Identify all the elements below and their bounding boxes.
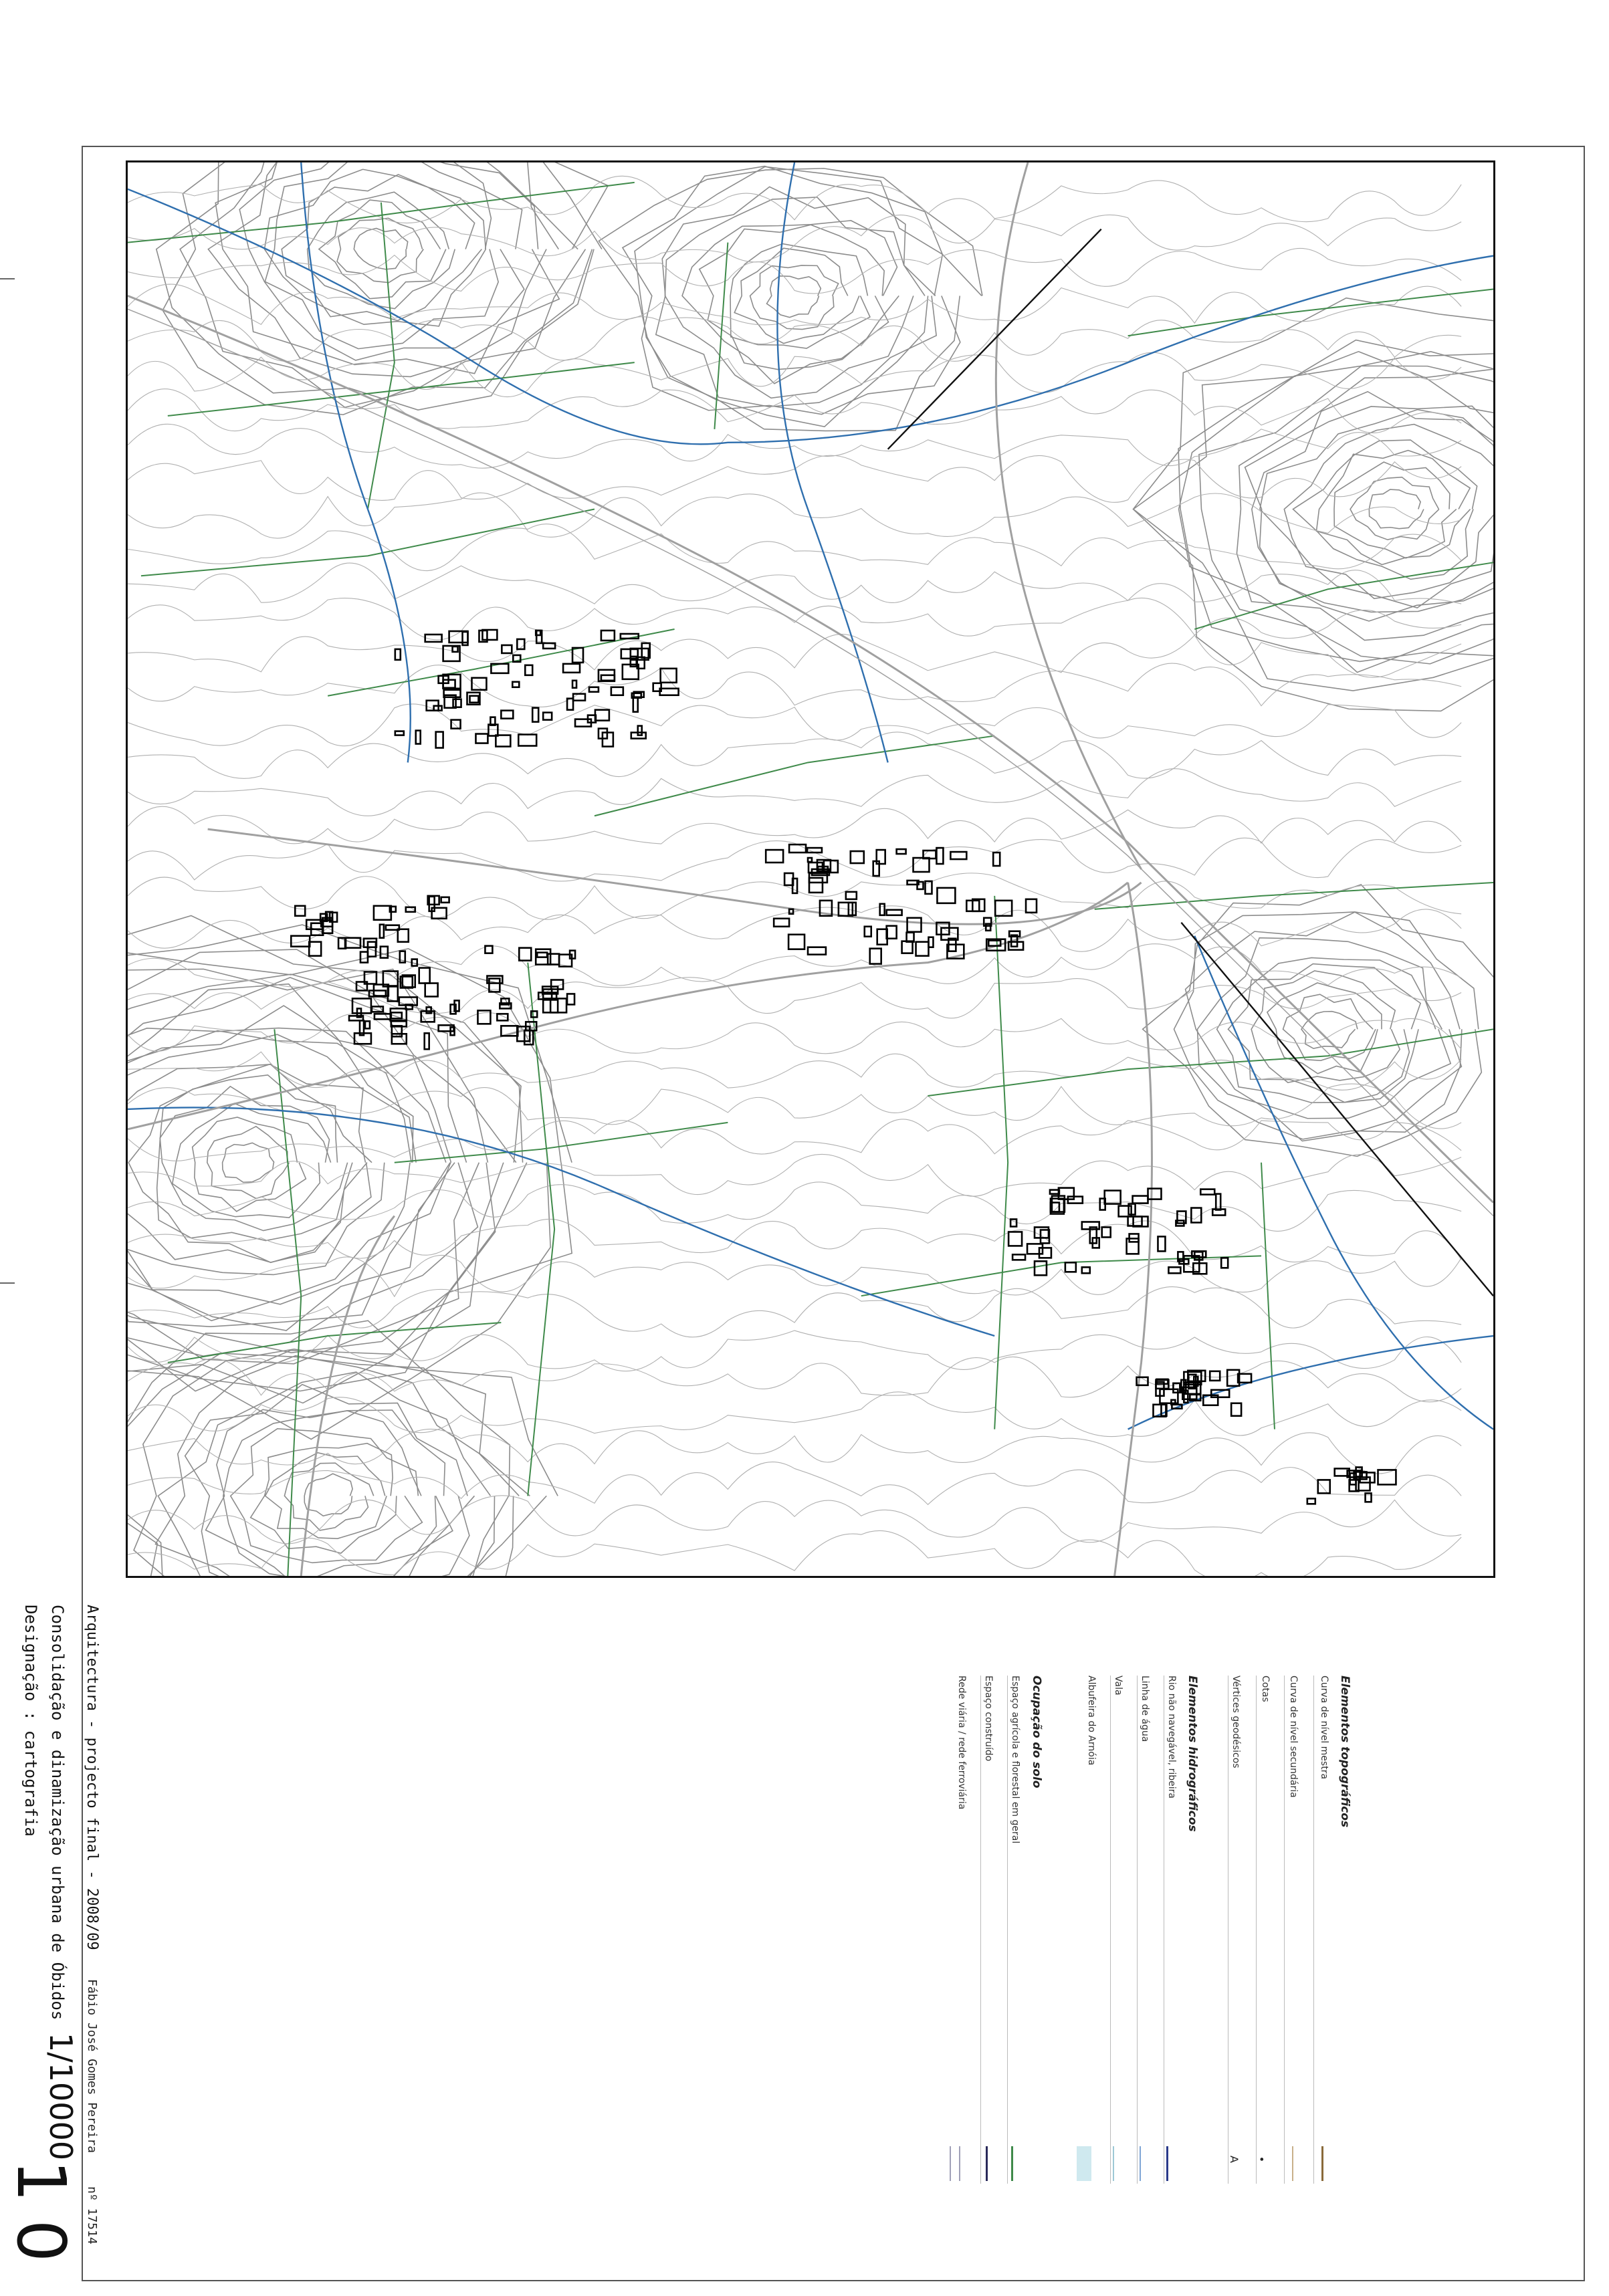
legend-item-construido: Espaço construído [983,1676,994,1762]
swatch-construido [986,2146,988,2181]
cartography-map[interactable] [126,160,1495,1578]
legend-divider [1313,1676,1314,2184]
legend-item-vala: Vala [1113,1676,1123,1696]
map-scale: 1/10000 [43,2033,79,2161]
legend-item-curva-mestra: Curva de nível mestra [1319,1676,1329,1780]
legend-item-cotas: Cotas [1260,1676,1271,1702]
author-name: Fábio José Gomes Pereira [85,1979,99,2154]
legend-item-rede-viaria: Rede viária / rede ferroviária [956,1676,967,1810]
swatch-curva-mestra [1321,2146,1323,2181]
swatch-albufeira [1077,2146,1091,2181]
legend-item-vertices: Vértices geodésicos [1230,1676,1241,1768]
legend-item-rio: Rio não navegável, ribeira [1166,1676,1177,1799]
project-subtitle: Consolidação e dinamização urbana de Óbidos [48,1605,67,2021]
legend-divider [1284,1676,1285,2184]
fold-mark-top [0,278,15,279]
swatch-rede-viaria [959,2146,960,2181]
road-network [128,162,1493,1576]
legend-soil-heading: Ocupação do solo [1030,1676,1043,1789]
legend-hydro-heading: Elementos hidrográficos [1186,1676,1199,1832]
sheet-number: 10 [2,2160,80,2280]
water-lines [128,162,1493,1429]
legend-item-agricola: Espaço agrícola e florestal em geral [1010,1676,1021,1844]
designation: Designação : cartografia [21,1605,40,1837]
student-number: nº 17514 [85,2186,99,2245]
swatch-linha-agua [1140,2146,1141,2181]
swatch-rio [1166,2146,1168,2181]
legend-item-linha-agua: Linha de água [1140,1676,1150,1742]
legend-item-curva-secundaria: Curva de nível secundária [1288,1676,1299,1798]
map-canvas [128,162,1493,1576]
cotas-dot-icon: • [1255,2156,1269,2163]
legend-item-albufeira: Albufeira do Arnóia [1086,1676,1097,1766]
legend-divider [1110,1676,1111,2184]
swatch-vala [1113,2146,1114,2181]
legend-divider [980,1676,981,2184]
fold-mark-bottom [0,1282,15,1284]
legend-divider [1007,1676,1008,2184]
swatch-agricola [1011,2146,1013,2181]
swatch-rede-ferroviaria [950,2146,951,2181]
vertice-triangle-icon: A [1227,2156,1241,2163]
legend-topo-heading: Elementos topográficos [1338,1676,1352,1828]
legend-divider [1137,1676,1138,2184]
swatch-curva-secundaria [1292,2146,1293,2181]
legend-divider [1256,1676,1257,2184]
project-title: Arquitectura - projecto final - 2008/09 [84,1605,100,1950]
